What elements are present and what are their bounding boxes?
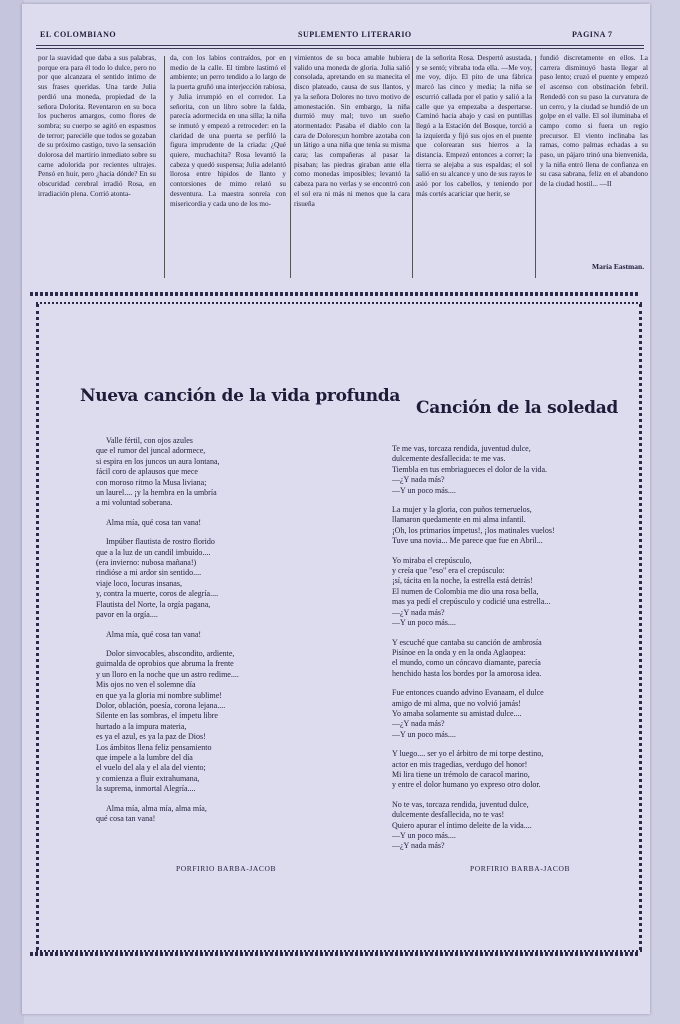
poem-line: y, contra la muerte, coros de alegría.... [96,589,219,599]
poem-line: pavor en la orgía.... [96,610,158,620]
page-number: PAGINA 7 [572,30,613,39]
section-name: SUPLEMENTO LITERARIO [298,30,412,39]
poem-1-author: PORFIRIO BARBA-JACOB [176,864,277,873]
poem-line: La mujer y la gloria, con puños terneruelos, [392,505,532,515]
poem-line: —Y un poco más.... [392,729,456,739]
stanza [392,638,632,680]
poem-line: Impúber flautista de rostro florido [106,537,215,547]
poem-line: llamaron quedamente en mi alma infantil. [392,515,526,525]
poem-line: fácil coro de aplausos que mece [96,467,198,477]
poem-line: guirnalda de oprobios que abruma la frente [96,659,234,669]
poem-line: Valle fértil, con ojos azules [106,436,193,445]
poem-line: Alma mía, qué cosa tan vana! [106,629,202,639]
stanza [96,436,326,509]
stanza [96,804,326,825]
stanza [392,505,632,547]
poem-line: —Y un poco más.... [392,485,456,495]
poem-line: Flautista del Norte, la orgía pagana, [96,599,211,609]
poem-line: Dolor, oblación, poesía, corona lejana.... [96,700,226,710]
poem-line: No te vas, torcaza rendida, juventud dulce, [392,799,529,809]
poem-line: y creía que "eso" era el crepúsculo: [392,566,505,576]
poem-line: con moroso ritmo la Musa liviana; [96,477,207,487]
poem-line: —¿Y nada más? [392,841,445,851]
poem-line: Los ámbitos llena feliz pensamiento [96,742,212,752]
column-divider [535,56,536,278]
poem-line: y un lloro en la noche que un astro redime.... [96,669,239,679]
poem-line: Y escuché que cantaba su canción de ambrosía [392,637,542,647]
poem-line: Pisínoe en la onda y en la onda Aglaopea: [392,647,526,657]
poem-2-body [392,444,632,861]
poem-line: —¿Y nada más? [392,719,445,729]
column-divider [412,56,413,278]
poem-line: y comienza a fluir extrahumana, [96,773,200,783]
poem-line: un laurel.... ¡y la hembra en la umbría [96,488,217,498]
stanza [96,630,326,640]
ornamental-rule-bottom [30,952,640,956]
poem-1-body [96,436,326,833]
poem-1-title: Nueva canción de la vida profunda [80,386,401,406]
stanza [392,688,632,740]
poem-line: Yo amaba solamente su amistad dulce.... [392,708,522,718]
ornamental-rule-top [30,292,640,296]
page-edge [0,0,24,1024]
story-column-3: vimientos de su boca amable hubiera valido una moneda de gloria. Julia salió consolada, apretando en su manecita el disco plateado, causa de sus llantos, y ya la señora Dolores no tuvo motivo de amonestación. Sin embargo, la niña durmió muy mal; tuvo un sueño atormentado: Pasaba el diablo con la cara de Dolores;un hombre azotaba con un látigo a una niña que tenía su misma cara; las compañeras al pasar la pisaban; las piedras giraban ante ella como monedas imposibles; levantó la cabeza para no verlas y se encontró con el sol era ni más ni menos que la cara risueña [294,54,410,208]
stanza [96,518,326,528]
newspaper-name: EL COLOMBIANO [40,30,117,39]
poem-line: es ya el azul, es ya la paz de Dios! [96,732,206,742]
stanza [392,800,632,852]
poem-line: Fue entonces cuando advino Evanaam, el dulce [392,688,544,698]
poem-line: en que ya la gloria mi nombre sublime! [96,690,222,700]
story-columns [36,54,648,282]
stanza [96,537,326,620]
poem-line: Alma mía, qué cosa tan vana! [106,517,202,527]
poem-line: Mis ojos no ven el solemne día [96,680,196,690]
poem-line: que a la luz de un candil imbuído.... [96,547,211,557]
poem-line: Tiembla en tus embriagueces el dolor de la vida. [392,464,547,474]
stanza [392,556,632,629]
poem-line: dulcemente desfallecida, no te vas! [392,810,505,820]
story-column-1: por la suavidad que daba a sus palabras, porque era para él todo lo dulce, pero no por que alcanzara el sentido íntimo de sus frases queridas. Una tarde Julia perdió una moneda, propiedad de la señora Dolorita. Reventaron en su boca los pucheros amargos, como flores de sombra; su cuerpo se agitó en espasmos de terror; pareciéle que todos se gozaban de su próximo castigo, tuvo la sensación dolorosa del martirio inmediato sobre su carne adolorida por recientes ultrajes. Pensó en huir, pero ¿hacia dónde? En su obscuridad cerebral irradió Rosa, en irradiación plena. Corrió atonta- [38,54,156,198]
poem-line: (era invierno: nubosa mañana!) [96,558,197,568]
poem-line: ¡Oh, los primarios ímpetus!, ¡los matinales vuelos! [392,525,555,535]
poem-line: Te me vas, torcaza rendida, juventud dulce, [392,444,531,453]
story-column-2: da, con los labios contraídos, por en medio de la calle. El timbre lastimó el ambiente; un perro tendido a lo largo de la puerta gruñó una interjección rabiosa, y Julia irrumpió en el corredor. La señorita, con un libro sobre la falda, parecía adormecida en una silla; la niña se inmutó y empezó a retroceder: en la claridad de una puerta se perfiló la figura imprudente de la criada: ¿Qué quiere, muchachita? Rosa levantó la cabeza y quedó suspensa; Julia adelantó llorosa entre hipidos de llanto y contorsiones de mimo relató su desventura. La maestra sonreía con misericordia y cada uno de los mo- [170,54,286,208]
poem-line: el vuelo del ala y el ala del viento; [96,763,206,773]
page-header [40,30,640,44]
stanza [392,749,632,791]
poem-line: el mundo, como un cóncavo diamante, parecía [392,658,541,668]
poem-line: Alma mía, alma mía, alma mía, [106,803,207,813]
poem-line: Mi lira tiene un trémolo de caracol marino, [392,769,530,779]
poem-line: Tuve una novia... Me parece que fue en Abril... [392,536,543,546]
poem-line: mas ya pedí el crepúsculo y codicié una estrella... [392,597,551,607]
poem-line: Quiero apurar el íntimo deleite de la vida.... [392,820,532,830]
poem-line: Yo miraba el crepúsculo, [392,555,472,565]
poem-line: ¡sí, tácita en la noche, la estrella está detrás! [392,576,533,586]
poem-line: amigo de mi alma, que no volvió jamás! [392,698,521,708]
poem-line: actor en mis tragedias, verdugo del honor! [392,759,528,769]
poem-line: hurtado a la impura materia, [96,721,187,731]
poem-line: dulcemente desfallecida: te me vas. [392,454,506,464]
stanza [96,649,326,795]
poem-line: henchido hasta los bordes por la amorosa idea. [392,668,542,678]
stanza [392,444,632,496]
poem-line: Silente en las sombras, el ímpetu libre [96,711,218,721]
poem-line: si espira en los juncos un aura lontana, [96,456,220,466]
poem-line: que el rumor del juncal adormece, [96,446,206,456]
poem-line: y entre el dolor humano yo expreso otro dolor. [392,780,541,790]
poem-2-title: Canción de la soledad [416,398,619,418]
poem-line: El numen de Colombia me dio una rosa bella, [392,586,539,596]
poem-line: qué cosa tan vana! [96,814,156,823]
poem-line: —Y un poco más.... [392,831,456,840]
poem-line: viaje loco, locuras insanas, [96,578,182,588]
poem-2-author: PORFIRIO BARBA-JACOB [470,864,571,873]
poem-line: que impele a la lumbre del día [96,752,193,762]
poem-line: —Y un poco más.... [392,618,456,628]
poem-line: la suprema, inmortal Alegría.... [96,784,196,794]
poem-line: Dolor sinvocables, abscondito, ardiente, [106,648,235,658]
column-divider [164,56,165,278]
poem-line: —¿Y nada más? [392,607,445,617]
poem-line: a mi voluntad soberana. [96,498,173,508]
column-divider [290,56,291,278]
poem-line: Y luego.... ser yo el árbitro de mi torpe destino, [392,749,544,759]
header-rule [36,45,644,46]
story-column-5: fundió discretamente en ellos. La carrera disminuyó hasta llegar al paso lento; cruzó el puente y empezó el ascenso con obstinación febril. Rendedó con su paso la curvatura de un cerro, y la ciudad se hundió de un golpe en el valle. El sol iluminaba el campo como si fuera un regio precursor. El viento inclinaba las ramas, como palmas echadas a su paso, un pájaro trinó una bienvenida, y la niña entró llena de confianza en su casa sabrana, feliz en el abandono de la ciudad hostil... —II [540,54,648,189]
story-signature: María Eastman. [592,262,645,271]
poem-line: rindióse a mi ardor sin sentido.... [96,568,202,578]
story-column-4: de la señorita Rosa. Despertó asustada, y se sentó; vibraba toda ella. —Me voy, me voy, dijo. El pito de una fábrica marcó las cinco y media; la niña se escurrió callada por el patio y salió a la calle que ya empezaba a despertarse. Caminó hacia abajo y casi en puntillas llegó a la Estación del Bosque, torció a la izquierda y fijó sus ojos en el puente que colorearan sus hierros a la distancia. Empezó entonces a correr; la tierra se alejaba a sus espaldas; el sol salió en su alcance y uno de sus rayos le asió por los cabellos, y teniendo por más cortés acariciar que herir, se [416,54,532,198]
poem-line: —¿Y nada más? [392,475,445,485]
header-rule-double [36,48,644,49]
